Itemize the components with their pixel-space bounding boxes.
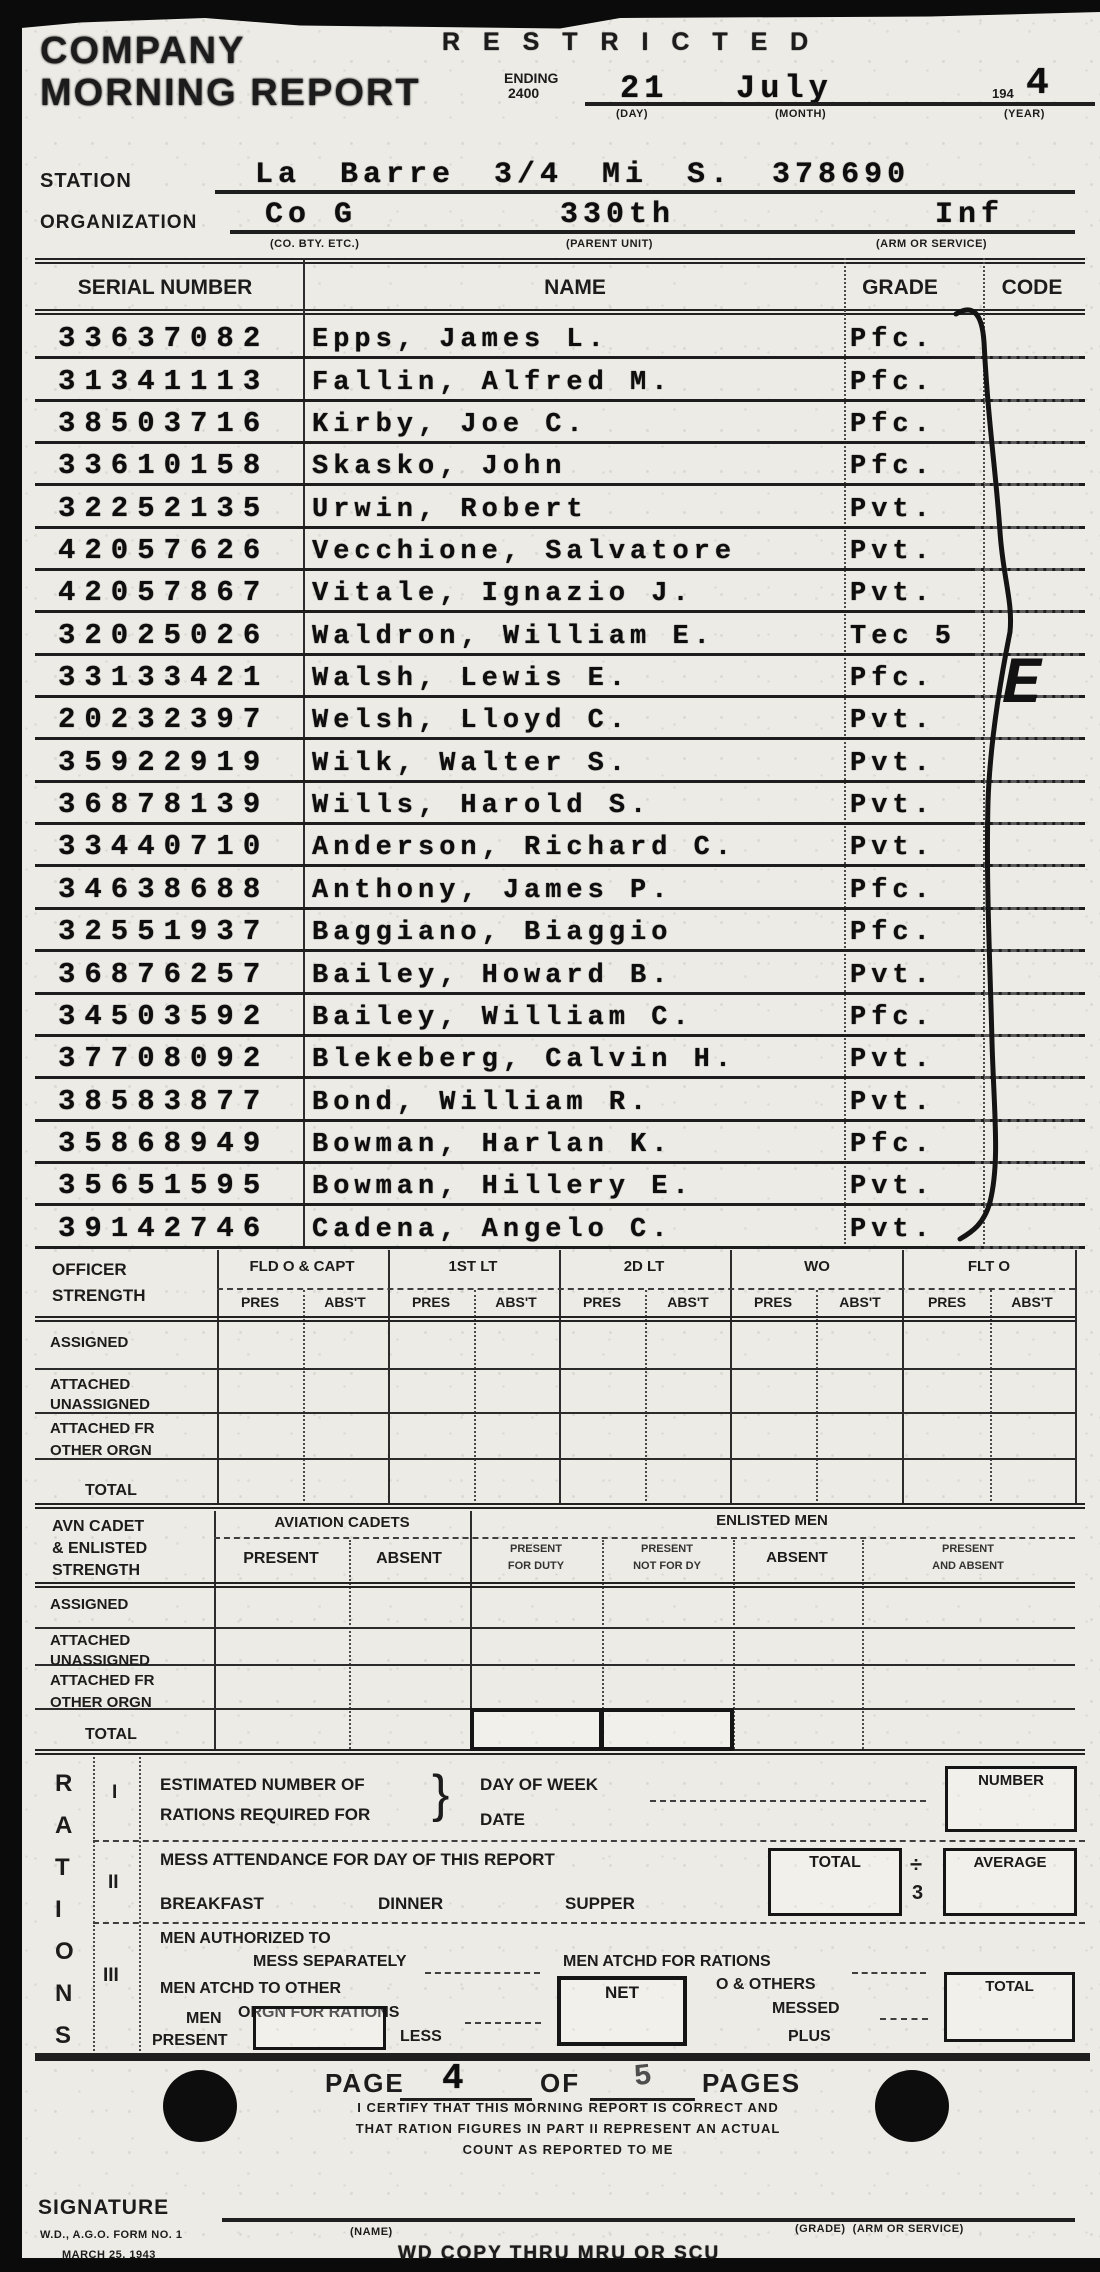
avn-table-title: & ENLISTED <box>52 1540 148 1557</box>
serial-number: 32551937 <box>58 915 270 949</box>
serial-number: 38583877 <box>58 1084 270 1118</box>
officer-group-header: 1ST LT <box>448 1258 498 1275</box>
grade-value: Pvt. <box>850 1045 935 1076</box>
grade-value: Pfc. <box>850 325 935 356</box>
rations-bottom-rule <box>35 2053 1090 2061</box>
officer-table-title: OFFICER <box>52 1260 127 1279</box>
rations-divider-2 <box>139 1757 141 2055</box>
punch-hole-right <box>875 2070 949 2142</box>
men-present-line1: MEN <box>186 2010 222 2027</box>
grade-value: Pvt. <box>850 494 935 525</box>
aviation-col-header: PRESENT <box>243 1550 319 1567</box>
officer-col-divider <box>474 1290 476 1505</box>
officer-table-title: STRENGTH <box>52 1286 146 1305</box>
number-box <box>945 1766 1077 1832</box>
roster-top-rule <box>35 258 1085 264</box>
rations-sep-1 <box>93 1840 1085 1842</box>
table-row <box>35 740 1085 782</box>
rations-sep-2 <box>93 1922 1085 1924</box>
officer-group-header: WO <box>804 1258 830 1275</box>
table-row <box>35 359 1085 401</box>
year-sublabel: (YEAR) <box>1004 108 1045 120</box>
officer-row-rule-0 <box>35 1368 1075 1370</box>
serial-number: 37708092 <box>58 1042 270 1076</box>
soldier-name: Walsh, Lewis E. <box>312 664 631 695</box>
net-box <box>557 1976 687 2046</box>
divide-symbol: ÷ <box>910 1852 923 1877</box>
organization-unit: Co G <box>265 198 358 232</box>
soldier-name: Waldron, William E. <box>312 621 715 652</box>
grade-value: Pfc. <box>850 1129 935 1160</box>
rations-letter: A <box>55 1812 73 1839</box>
avn-table-title: STRENGTH <box>52 1562 140 1579</box>
station-label: STATION <box>40 170 132 192</box>
signature-label: SIGNATURE <box>38 2196 170 2219</box>
avn-total-box-notduty <box>600 1708 734 1751</box>
officer-bottom-rule <box>35 1503 1085 1509</box>
officer-subheader: ABS'T <box>324 1294 366 1310</box>
name-sublabel: (NAME) <box>350 2226 393 2238</box>
soldier-name: Bowman, Hillery E. <box>312 1172 694 1203</box>
grade-value: Pfc. <box>850 452 935 483</box>
table-row <box>35 1206 1085 1248</box>
officer-subheader: PRES <box>411 1294 451 1310</box>
soldier-name: Urwin, Robert <box>312 494 588 525</box>
serial-number: 42057626 <box>58 534 270 568</box>
avn-row-rule-0 <box>35 1627 1075 1629</box>
rations-i-line1: ESTIMATED NUMBER OF <box>160 1775 365 1794</box>
rations-i-numeral: I <box>112 1782 118 1803</box>
officer-group-divider <box>1075 1250 1077 1505</box>
officer-subheader: PRES <box>240 1294 280 1310</box>
officer-row-label: ASSIGNED <box>50 1334 129 1351</box>
table-row <box>35 1122 1085 1164</box>
pages-value: 5 <box>632 2058 659 2096</box>
o-others-line1: O & OTHERS <box>716 1976 816 1993</box>
station-rule <box>215 190 1075 194</box>
soldier-name: Baggiano, Biaggio <box>312 918 673 949</box>
table-row <box>35 444 1085 486</box>
officer-row-rule-1 <box>35 1412 1075 1414</box>
enlisted-col-header: NOT FOR DY <box>633 1560 701 1572</box>
pages-label: PAGES <box>702 2068 802 2098</box>
rations-total-box <box>944 1972 1075 2042</box>
dinner-label: DINNER <box>378 1894 444 1913</box>
avn-col-divider <box>862 1540 864 1749</box>
organization-parent: 330th <box>560 198 676 232</box>
less-label: LESS <box>400 2028 442 2045</box>
table-row <box>35 317 1085 359</box>
enlisted-col-header: PRESENT <box>942 1543 994 1555</box>
grade-service-sublabel: (GRADE) (ARM OR SERVICE) <box>795 2223 964 2235</box>
day-value: 21 <box>620 70 669 107</box>
atchd-for-rule <box>852 1972 926 1974</box>
grade-value: Pvt. <box>850 1172 935 1203</box>
avn-row-label: ASSIGNED <box>50 1596 129 1613</box>
serial-number: 35651595 <box>58 1169 270 1203</box>
enlisted-col-header: PRESENT <box>510 1543 562 1555</box>
organization-rule <box>230 230 1075 234</box>
avn-table-title: AVN CADET <box>52 1518 145 1535</box>
officer-col-divider <box>303 1290 305 1505</box>
form-date: MARCH 25, 1943 <box>62 2249 156 2261</box>
supper-label: SUPPER <box>565 1894 635 1913</box>
avn-row-label: ATTACHED FR <box>50 1672 155 1689</box>
avn-row-label: UNASSIGNED <box>50 1652 151 1669</box>
avn-row-label: ATTACHED <box>50 1632 131 1649</box>
table-row <box>35 825 1085 867</box>
ending-time: 2400 <box>508 85 540 101</box>
roster-header-serial: SERIAL NUMBER <box>77 276 253 299</box>
soldier-name: Fallin, Alfred M. <box>312 367 673 398</box>
avn-row-label: TOTAL <box>85 1726 137 1743</box>
grade-value: Pfc. <box>850 367 935 398</box>
o-others-line2: MESSED <box>772 2000 840 2017</box>
ending-label: ENDING <box>504 70 559 86</box>
restricted-stamp: R E S T R I C T E D <box>442 28 817 56</box>
rations-iii-numeral: III <box>103 1965 119 1986</box>
atchd-other-line2: ORGN FOR RATIONS <box>238 2004 400 2021</box>
roster-header-grade: GRADE <box>862 276 938 299</box>
soldier-name: Bailey, William C. <box>312 1002 694 1033</box>
rations-letter: I <box>55 1896 62 1923</box>
rations-letter: R <box>55 1770 73 1797</box>
table-row <box>35 1164 1085 1206</box>
grade-value: Pfc. <box>850 664 935 695</box>
table-row <box>35 910 1085 952</box>
distribution-note: WD COPY THRU MRU OR SCU <box>398 2243 721 2264</box>
organization-label: ORGANIZATION <box>40 212 198 233</box>
day-of-week-rule <box>650 1800 926 1802</box>
page-label: PAGE <box>325 2068 405 2098</box>
rations-ii-title: MESS ATTENDANCE FOR DAY OF THIS REPORT <box>160 1850 555 1869</box>
year-value: 4 <box>1026 62 1054 105</box>
soldier-name: Kirby, Joe C. <box>312 410 588 441</box>
certify-line1: I CERTIFY THAT THIS MORNING REPORT IS CORRECT AND <box>357 2100 779 2115</box>
certify-line2: THAT RATION FIGURES IN PART II REPRESENT AN ACTUAL <box>355 2121 781 2136</box>
form-title-line2: MORNING REPORT <box>40 72 421 114</box>
serial-number: 34503592 <box>58 999 270 1033</box>
table-row <box>35 571 1085 613</box>
mess-total-box <box>768 1848 902 1916</box>
serial-number: 33440710 <box>58 830 270 864</box>
grade-value: Pfc. <box>850 875 935 906</box>
table-row <box>35 698 1085 740</box>
grade-value: Pvt. <box>850 579 935 610</box>
soldier-name: Epps, James L. <box>312 325 609 356</box>
net-box-label: NET <box>605 1983 639 2002</box>
grade-value: Pvt. <box>850 833 935 864</box>
serial-number: 32252135 <box>58 491 270 525</box>
soldier-name: Anderson, Richard C. <box>312 833 737 864</box>
officer-subheader: PRES <box>753 1294 793 1310</box>
code-mark-letter: E <box>1002 647 1042 722</box>
rations-i-brace: } <box>432 1765 450 1823</box>
avn-row-rule-1 <box>35 1664 1075 1666</box>
avn-group-rule <box>214 1537 1075 1539</box>
officer-subheader: ABS'T <box>1011 1294 1053 1310</box>
officer-group-header: FLT O <box>967 1258 1011 1275</box>
form-number: W.D., A.G.O. FORM NO. 1 <box>40 2229 183 2241</box>
avn-col-divider <box>349 1540 351 1749</box>
table-row <box>35 995 1085 1037</box>
grade-value: Pvt. <box>850 1087 935 1118</box>
month-value: July <box>736 70 833 107</box>
serial-number: 35922919 <box>58 745 270 779</box>
officer-group-header: FLD O & CAPT <box>249 1258 355 1275</box>
day-of-week-label: DAY OF WEEK <box>480 1775 599 1794</box>
officer-row-label: UNASSIGNED <box>50 1396 151 1413</box>
soldier-name: Wills, Harold S. <box>312 791 652 822</box>
table-row <box>35 952 1085 994</box>
grade-value: Pfc. <box>850 410 935 441</box>
grade-value: Pvt. <box>850 960 935 991</box>
table-row <box>35 656 1085 698</box>
officer-col-divider <box>990 1290 992 1505</box>
station-value: La Barre 3/4 Mi S. 378690 <box>255 158 911 192</box>
soldier-name: Vecchione, Salvatore <box>312 537 737 568</box>
date-label: DATE <box>480 1810 526 1829</box>
grade-value: Pvt. <box>850 748 935 779</box>
aviation-col-header: ABSENT <box>376 1550 442 1567</box>
roster-rows <box>35 317 1085 1249</box>
atchd-other-line1: MEN ATCHD TO OTHER <box>160 1980 342 1997</box>
officer-group-header: 2D LT <box>623 1258 665 1275</box>
officer-subheader: PRES <box>927 1294 967 1310</box>
table-row <box>35 1079 1085 1121</box>
divide-by: 3 <box>912 1882 924 1904</box>
year-prefix: 194 <box>992 86 1014 101</box>
serial-number: 42057867 <box>58 576 270 610</box>
officer-col-divider <box>816 1290 818 1505</box>
soldier-name: Anthony, James P. <box>312 875 673 906</box>
officer-row-rule-2 <box>35 1458 1075 1460</box>
officer-group-rule <box>217 1288 1075 1290</box>
rations-total-box-label: TOTAL <box>985 1978 1034 1995</box>
soldier-name: Skasko, John <box>312 452 567 483</box>
average-box-label: AVERAGE <box>973 1854 1047 1871</box>
unit-sublabel: (CO. BTY. ETC.) <box>270 238 360 250</box>
avn-total-box-duty <box>470 1708 603 1751</box>
rations-letter: S <box>55 2022 72 2049</box>
enlisted-col-header: AND ABSENT <box>932 1560 1004 1572</box>
serial-number: 36876257 <box>58 957 270 991</box>
grade-value: Pvt. <box>850 1214 935 1245</box>
officer-subheader: PRES <box>582 1294 622 1310</box>
auth-rule <box>425 1972 540 1974</box>
serial-number: 36878139 <box>58 788 270 822</box>
roster-header-rule <box>35 309 1085 315</box>
enlisted-men-header: ENLISTED MEN <box>716 1512 828 1529</box>
number-box-label: NUMBER <box>978 1772 1044 1789</box>
service-sublabel: (ARM OR SERVICE) <box>876 238 988 250</box>
serial-number: 39142746 <box>58 1211 270 1245</box>
rations-i-line2: RATIONS REQUIRED FOR <box>160 1805 371 1824</box>
scan-edge-left <box>0 0 22 2272</box>
grade-value: Pvt. <box>850 537 935 568</box>
table-row <box>35 867 1085 909</box>
table-row <box>35 613 1085 655</box>
signature-rule <box>222 2218 1075 2222</box>
rations-ii-numeral: II <box>108 1872 119 1893</box>
roster-header-code: CODE <box>1001 276 1063 299</box>
average-box <box>943 1848 1077 1916</box>
soldier-name: Blekeberg, Calvin H. <box>312 1045 737 1076</box>
soldier-name: Bond, William R. <box>312 1087 652 1118</box>
rations-letter: N <box>55 1980 73 2007</box>
rations-divider-1 <box>93 1757 95 2055</box>
grade-value: Pfc. <box>850 1002 935 1033</box>
messed-rule <box>880 2018 928 2020</box>
officer-header-rule <box>35 1316 1075 1322</box>
officer-subheader: ABS'T <box>839 1294 881 1310</box>
soldier-name: Wilk, Walter S. <box>312 748 631 779</box>
aviation-cadets-header: AVIATION CADETS <box>274 1514 410 1531</box>
soldier-name: Bowman, Harlan K. <box>312 1129 673 1160</box>
of-label: OF <box>540 2068 581 2098</box>
table-row <box>35 486 1085 528</box>
men-present-line2: PRESENT <box>152 2032 228 2049</box>
soldier-name: Cadena, Angelo C. <box>312 1214 673 1245</box>
officer-row-label: OTHER ORGN <box>50 1442 152 1459</box>
auth-line1: MEN AUTHORIZED TO <box>160 1930 331 1947</box>
table-row <box>35 529 1085 571</box>
serial-number: 31341113 <box>58 364 270 398</box>
parent-sublabel: (PARENT UNIT) <box>566 238 653 250</box>
grade-value: Pvt. <box>850 791 935 822</box>
breakfast-label: BREAKFAST <box>160 1894 264 1913</box>
roster-header-name: NAME <box>544 276 606 299</box>
punch-hole-left <box>163 2070 237 2142</box>
serial-number: 32025026 <box>58 618 270 652</box>
mess-total-box-label: TOTAL <box>809 1854 861 1871</box>
month-sublabel: (MONTH) <box>775 108 827 120</box>
serial-number: 34638688 <box>58 872 270 906</box>
grade-value: Pfc. <box>850 918 935 949</box>
officer-subheader: ABS'T <box>495 1294 537 1310</box>
table-row <box>35 783 1085 825</box>
officer-subheader: ABS'T <box>667 1294 709 1310</box>
auth-line2: MESS SEPARATELY <box>253 1953 407 1970</box>
serial-number: 35868949 <box>58 1126 270 1160</box>
atchd-other-rule <box>465 2022 541 2024</box>
serial-number: 20232397 <box>58 703 270 737</box>
serial-number: 33610158 <box>58 449 270 483</box>
enlisted-col-header: ABSENT <box>766 1549 828 1566</box>
scan-edge-top <box>0 0 1100 30</box>
soldier-name: Welsh, Lloyd C. <box>312 706 631 737</box>
page-value: 4 <box>442 2058 469 2099</box>
officer-row-label: TOTAL <box>85 1482 137 1499</box>
officer-row-label: ATTACHED <box>50 1376 131 1393</box>
enlisted-col-header: FOR DUTY <box>507 1560 565 1572</box>
grade-value: Pvt. <box>850 706 935 737</box>
grade-value: Tec 5 <box>850 621 957 652</box>
officer-row-label: ATTACHED FR <box>50 1420 155 1437</box>
organization-service: Inf <box>935 198 1005 232</box>
form-title-line1: COMPANY <box>40 30 246 72</box>
row-rule-tail <box>975 1246 1079 1249</box>
date-rule <box>585 102 1095 106</box>
rations-letter: T <box>55 1854 70 1881</box>
atchd-for-label: MEN ATCHD FOR RATIONS <box>563 1953 771 1970</box>
enlisted-col-header: PRESENT <box>641 1543 693 1555</box>
table-row <box>35 402 1085 444</box>
soldier-name: Vitale, Ignazio J. <box>312 579 694 610</box>
serial-number: 33133421 <box>58 661 270 695</box>
plus-label: PLUS <box>788 2028 831 2045</box>
officer-col-divider <box>645 1290 647 1505</box>
men-present-box <box>253 2006 386 2050</box>
avn-row-label: OTHER ORGN <box>50 1694 152 1711</box>
soldier-name: Bailey, Howard B. <box>312 960 673 991</box>
serial-number: 38503716 <box>58 407 270 441</box>
table-row <box>35 1037 1085 1079</box>
certify-line3: COUNT AS REPORTED TO ME <box>462 2142 674 2157</box>
day-sublabel: (DAY) <box>616 108 649 120</box>
rations-letter: O <box>55 1938 74 1965</box>
serial-number: 33637082 <box>58 322 270 356</box>
avn-header-rule <box>35 1582 1075 1588</box>
avn-left-divider <box>214 1511 216 1749</box>
